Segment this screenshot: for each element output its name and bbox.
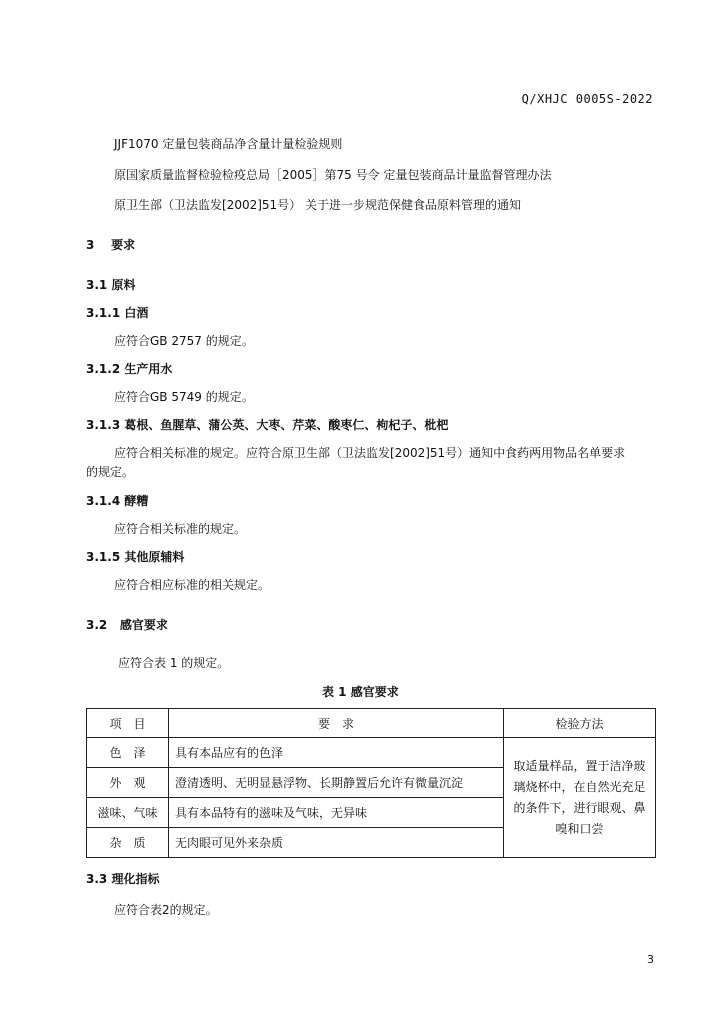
section-3-2-heading [86, 616, 168, 633]
section-3-1-heading [86, 276, 135, 293]
section-number: 3.1.2 [86, 362, 121, 376]
section-3-heading [86, 236, 135, 253]
section-3-1-3-text-line1: 应符合相关标准的规定。应符合原卫生部（卫法监发[2002]51号）通知中食药两用物品名单要求 [114, 446, 626, 460]
section-3-1-5-heading [86, 548, 184, 565]
section-number: 3.1 [86, 278, 108, 292]
section-title: 要求 [111, 238, 136, 252]
sensory-table [86, 708, 656, 858]
section-title: 生产用水 [124, 362, 173, 376]
section-title: 原料 [111, 278, 136, 292]
section-number: 3.2 [86, 618, 108, 632]
reference-1: JJF1070 定量包装商品净含量计量检验规则 [114, 137, 343, 151]
row-item: 滋味、气味 [87, 798, 169, 828]
row-requirement: 澄清透明、无明显悬浮物、长期静置后允许有微量沉淀 [169, 768, 504, 798]
section-3-1-5-text: 应符合相应标准的相关规定。 [114, 578, 271, 592]
section-number: 3.1.4 [86, 494, 121, 508]
table-row [87, 738, 656, 768]
reference-2: 原国家质量监督检验检疫总局［2005］第75 号令 定量包装商品计量监督管理办法 [114, 168, 552, 182]
page-number: 3 [647, 953, 654, 966]
section-3-2-text: 应符合表 1 的规定。 [118, 656, 230, 670]
section-number: 3.3 [86, 872, 108, 886]
row-item: 色 泽 [87, 738, 169, 768]
section-title: 其他原辅料 [124, 550, 185, 564]
row-requirement: 具有本品特有的滋味及气味，无异味 [169, 798, 504, 828]
section-3-3-text: 应符合表2的规定。 [114, 903, 218, 917]
section-title: 酵糟 [124, 494, 149, 508]
method-cell: 取适量样品，置于洁净玻璃烧杯中，在自然光充足的条件下，进行眼观、鼻嗅和口尝 [504, 738, 656, 858]
section-number: 3.1.1 [86, 306, 121, 320]
header-requirement: 要 求 [169, 709, 504, 738]
section-3-1-3-heading [86, 416, 448, 433]
reference-3: 原卫生部（卫法监发[2002]51号） 关于进一步规范保健食品原料管理的通知 [114, 198, 521, 212]
section-3-1-3-text-line2: 的规定。 [86, 465, 135, 479]
table-caption: 表 1 感官要求 [322, 685, 399, 699]
section-3-1-1-text: 应符合GB 2757 的规定。 [114, 334, 254, 348]
section-number: 3.1.5 [86, 550, 121, 564]
section-title: 葛根、鱼腥草、蒲公英、大枣、芹菜、酸枣仁、枸杞子、枇杷 [124, 418, 449, 432]
header-method: 检验方法 [504, 709, 656, 738]
row-requirement: 具有本品应有的色泽 [169, 738, 504, 768]
section-3-1-1-heading [86, 304, 148, 321]
section-title: 理化指标 [111, 872, 160, 886]
row-item: 外 观 [87, 768, 169, 798]
row-item: 杂 质 [87, 828, 169, 858]
section-number: 3 [86, 238, 95, 252]
section-title: 感官要求 [119, 618, 168, 632]
section-3-1-2-text: 应符合GB 5749 的规定。 [114, 390, 254, 404]
header-item: 项 目 [87, 709, 169, 738]
section-title: 白酒 [124, 306, 149, 320]
section-3-1-4-heading [86, 492, 148, 509]
section-number: 3.1.3 [86, 418, 121, 432]
section-3-3-heading [86, 870, 159, 887]
table-header-row [87, 709, 656, 738]
section-3-1-4-text: 应符合相关标准的规定。 [114, 522, 247, 536]
section-3-1-2-heading [86, 360, 172, 377]
row-requirement: 无肉眼可见外来杂质 [169, 828, 504, 858]
doc-code: Q/XHJC 0005S-2022 [521, 92, 653, 106]
